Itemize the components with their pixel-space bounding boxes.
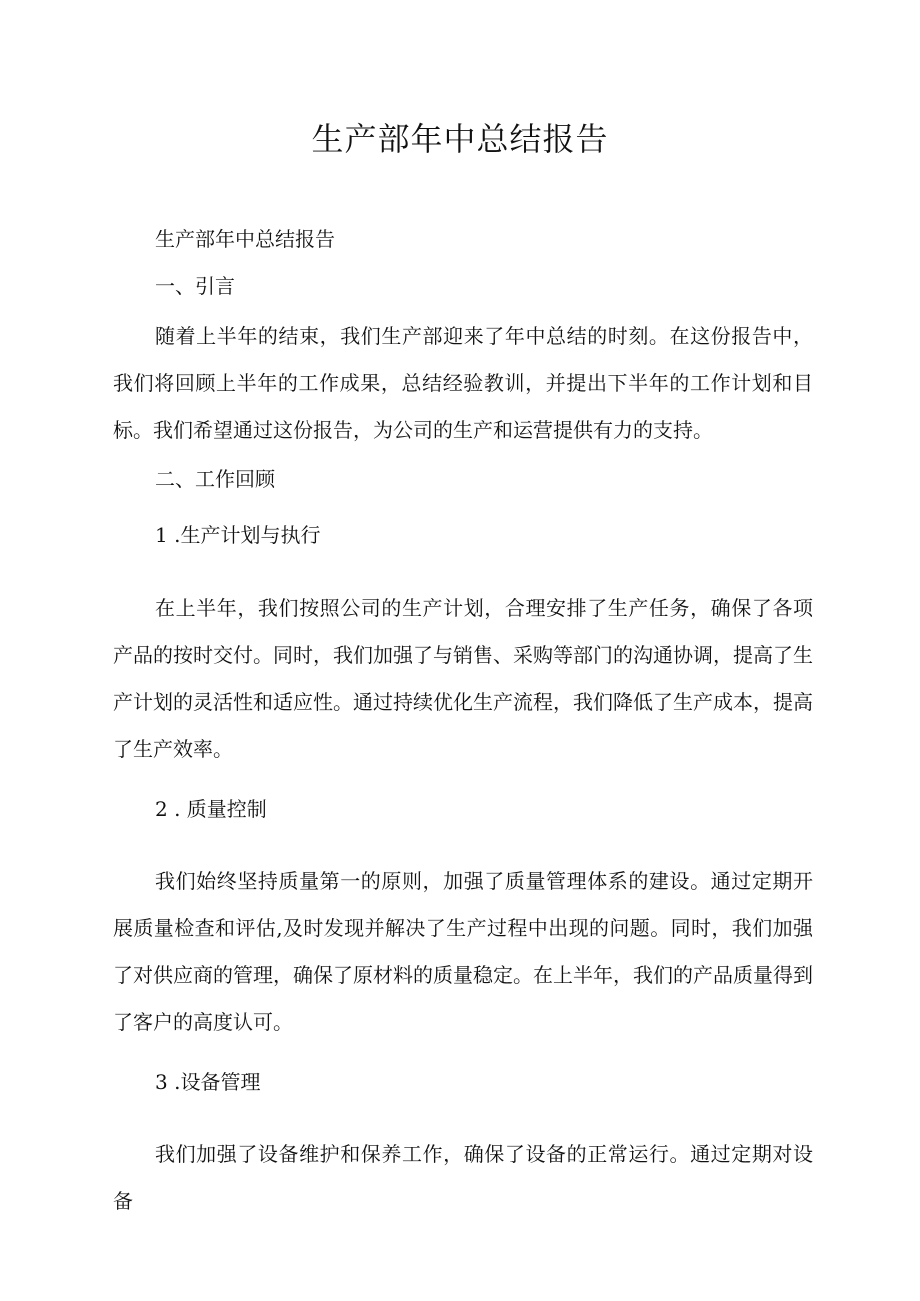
- introduction-paragraph: 随着上半年的结束，我们生产部迎来了年中总结的时刻。在这份报告中，我们将回顾上半年的工作成果，总结经验教训，并提出下半年的工作计划和目标。我们希望通过这份报告，为公司的生产和运营提供有力的支持。: [113, 324, 813, 442]
- subsection-heading-equipment-management: 3 .设备管理: [155, 1070, 261, 1094]
- production-plan-paragraph: 在上半年，我们按照公司的生产计划，合理安排了生产任务，确保了各项产品的按时交付。同时，我们加强了与销售、采购等部门的沟通协调，提高了生产计划的灵活性和适应性。通过持续优化生产流程，我们降低了生产成本，提高了生产效率。: [113, 596, 813, 761]
- subsection-heading-production-plan: 1 .生产计划与执行: [155, 523, 321, 547]
- document-title: 生产部年中总结报告: [311, 120, 609, 158]
- quality-control-paragraph: 我们始终坚持质量第一的原则，加强了质量管理体系的建设。通过定期开展质量检查和评估,及时发现并解决了生产过程中出现的问题。同时，我们加强了对供应商的管理，确保了原材料的质量稳定。在上半年，我们的产品质量得到了客户的高度认可。: [113, 869, 813, 1034]
- equipment-management-paragraph: 我们加强了设备维护和保养工作，确保了设备的正常运行。通过定期对设备: [113, 1142, 813, 1213]
- section-heading-work-review: 二、工作回顾: [155, 467, 275, 491]
- subsection-heading-quality-control: 2 . 质量控制: [155, 797, 267, 821]
- document-subtitle: 生产部年中总结报告: [155, 227, 335, 251]
- section-heading-introduction: 一、引言: [155, 274, 235, 298]
